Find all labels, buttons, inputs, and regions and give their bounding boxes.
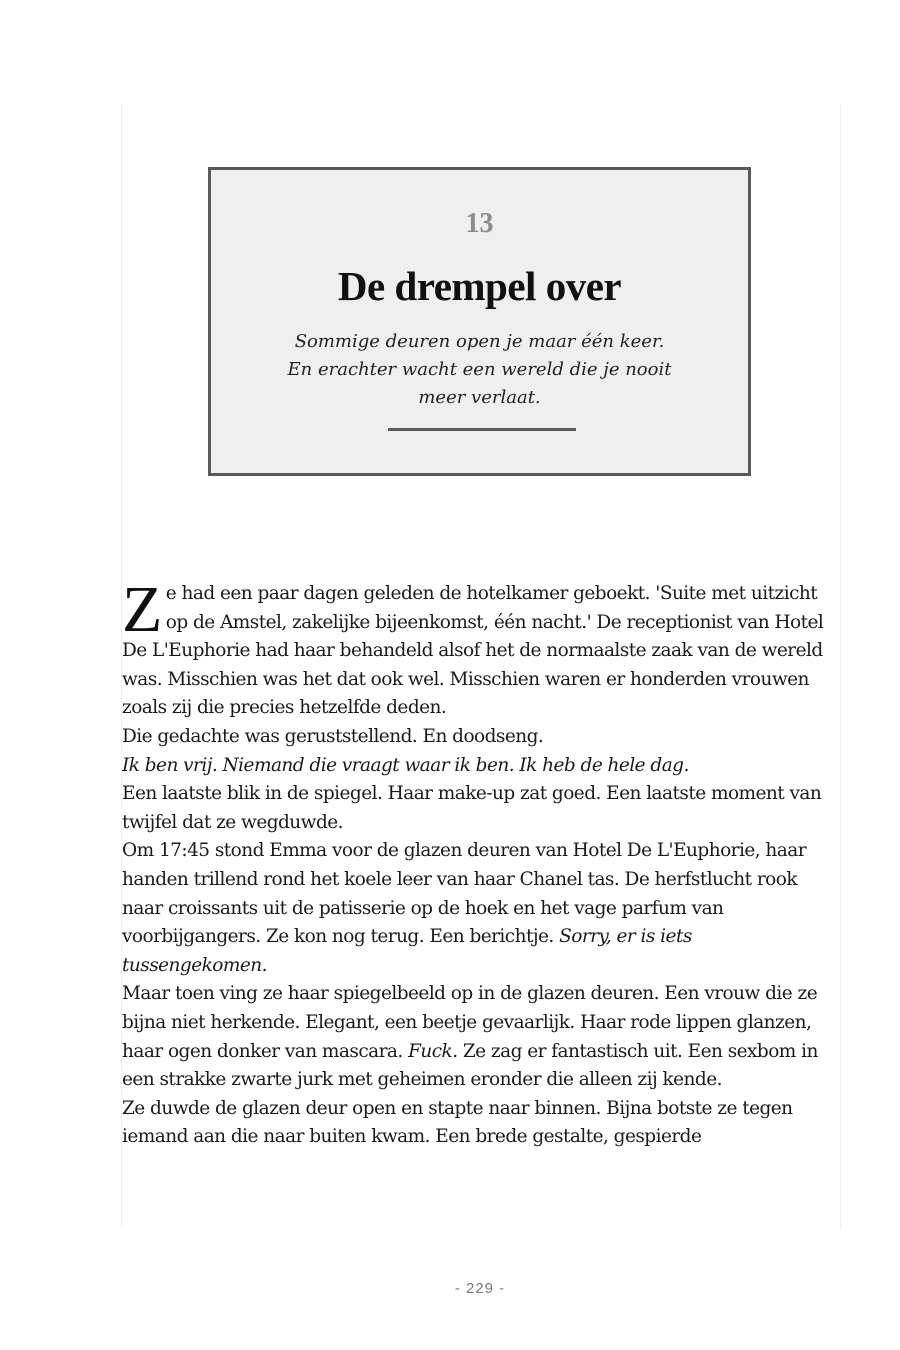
- paragraph-text: Maar toen ving ze haar spiegelbeeld op in de glazen deuren. Een vrouw die ze bijna niet herkende. Elegant, een beetje gevaarlijk. Haar rode lippen glanzen, haar ogen donker van mascara.: [122, 983, 818, 1062]
- italic-text: Fuck.: [408, 1040, 458, 1062]
- chapter-body: [122, 573, 842, 1152]
- paragraph: Die gedachte was geruststellend. En doodseng.: [122, 725, 544, 747]
- paragraph-text: e had een paar dagen geleden de hotelkamer geboekt. 'Suite met uitzicht op de Amstel, zakelijke bijeenkomst, één nacht.' De receptionist van Hotel De L'Euphorie had haar behandeld alsof het de normaalste zaak van de wereld was. Misschien was het dat ook wel. Misschien waren er honderden vrouwen zoals zij die precies hetzelfde deden.: [122, 583, 824, 719]
- chapter-header-box: [208, 167, 751, 476]
- paragraph: [122, 980, 842, 1094]
- chapter-subtitle: Sommige deuren open je maar één keer. En erachter wacht een wereld die je nooit meer verlaat.: [287, 331, 672, 408]
- drop-cap: Z: [122, 573, 162, 646]
- chapter-title: De drempel over: [337, 263, 622, 309]
- chapter-number: 13: [465, 208, 494, 239]
- paragraph: [122, 837, 842, 980]
- inner-thought: Ik ben vrij. Niemand die vraagt waar ik ben. Ik heb de hele dag.: [122, 754, 689, 776]
- chapter-divider: [388, 428, 576, 431]
- page-number: - 229 -: [454, 1280, 506, 1297]
- paragraph: Een laatste blik in de spiegel. Haar make-up zat goed. Een laatste moment van twijfel dat ze wegduwde.: [122, 783, 822, 833]
- italic-text: Sorry, er is iets tussengekomen.: [122, 926, 692, 976]
- paragraph: Ze duwde de glazen deur open en stapte naar binnen. Bijna botste ze tegen iemand aan die naar buiten kwam. Een brede gestalte, gespierde: [122, 1097, 793, 1148]
- paragraph-text: Om 17:45 stond Emma voor de glazen deuren van Hotel De L'Euphorie, haar handen trillend rond het koele leer van haar Chanel tas. De herfstlucht rook naar croissants uit de patisserie op de hoek en het vage parfum van voorbijgangers. Ze kon nog terug. Een berichtje.: [122, 840, 806, 948]
- paragraph: [122, 573, 842, 723]
- paragraph-text: Ze zag er fantastisch uit. Een sexbom in een strakke zwarte jurk met geheimen eronder die alleen zij kende.: [122, 1040, 818, 1091]
